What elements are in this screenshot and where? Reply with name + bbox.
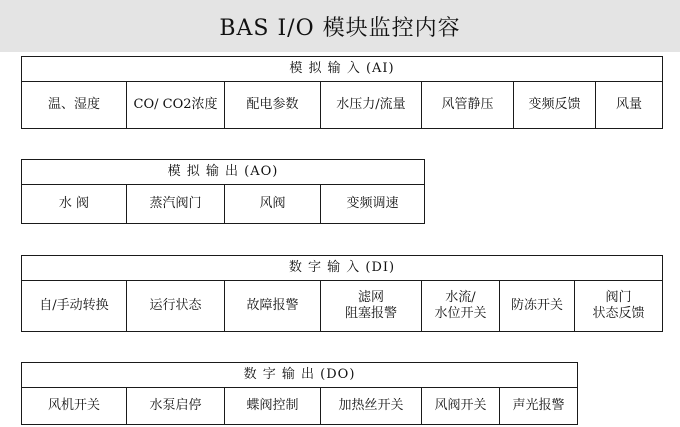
di-run-status: 运行状态	[127, 281, 225, 332]
ai-duct-static-pressure: 风管静压	[422, 82, 514, 129]
di-freeze-switch: 防冻开关	[500, 281, 575, 332]
ao-air-damper: 风阀	[225, 185, 321, 224]
ai-water-pressure-flow: 水压力/流量	[321, 82, 422, 129]
analog-input-header: 模 拟 输 入 (AI)	[22, 57, 663, 82]
di-filter-clog-alarm: 滤网 阻塞报警	[321, 281, 422, 332]
di-water-flow-level: 水流/ 水位开关	[422, 281, 500, 332]
page-title: BAS I/O 模块监控内容	[219, 15, 461, 41]
digital-output-header: 数 字 输 出 (DO)	[22, 363, 578, 388]
ai-temp-humidity: 温、湿度	[22, 82, 127, 129]
ao-vfd-speed: 变频调速	[321, 185, 425, 224]
do-fan-switch: 风机开关	[22, 388, 127, 425]
ao-steam-valve: 蒸汽阀门	[127, 185, 225, 224]
analog-input-table	[21, 56, 663, 129]
analog-output-table	[21, 159, 425, 224]
do-butterfly-valve: 蝶阀控制	[225, 388, 321, 425]
do-heater-switch: 加热丝开关	[321, 388, 422, 425]
do-damper-switch: 风阀开关	[422, 388, 500, 425]
ai-co-co2: CO/ CO2浓度	[127, 82, 225, 129]
di-auto-manual: 自/手动转换	[22, 281, 127, 332]
ai-power-params: 配电参数	[225, 82, 321, 129]
title-bar	[0, 0, 680, 52]
digital-input-header: 数 字 输 入 (DI)	[22, 256, 663, 281]
digital-output-table	[21, 362, 578, 425]
ai-air-volume: 风量	[596, 82, 663, 129]
ai-vfd-feedback: 变频反馈	[514, 82, 596, 129]
ao-water-valve: 水 阀	[22, 185, 127, 224]
do-audible-visual-alarm: 声光报警	[500, 388, 578, 425]
di-valve-status: 阀门 状态反馈	[575, 281, 663, 332]
digital-input-table	[21, 255, 663, 332]
do-pump-start-stop: 水泵启停	[127, 388, 225, 425]
analog-output-header: 模 拟 输 出 (AO)	[22, 160, 425, 185]
di-fault-alarm: 故障报警	[225, 281, 321, 332]
